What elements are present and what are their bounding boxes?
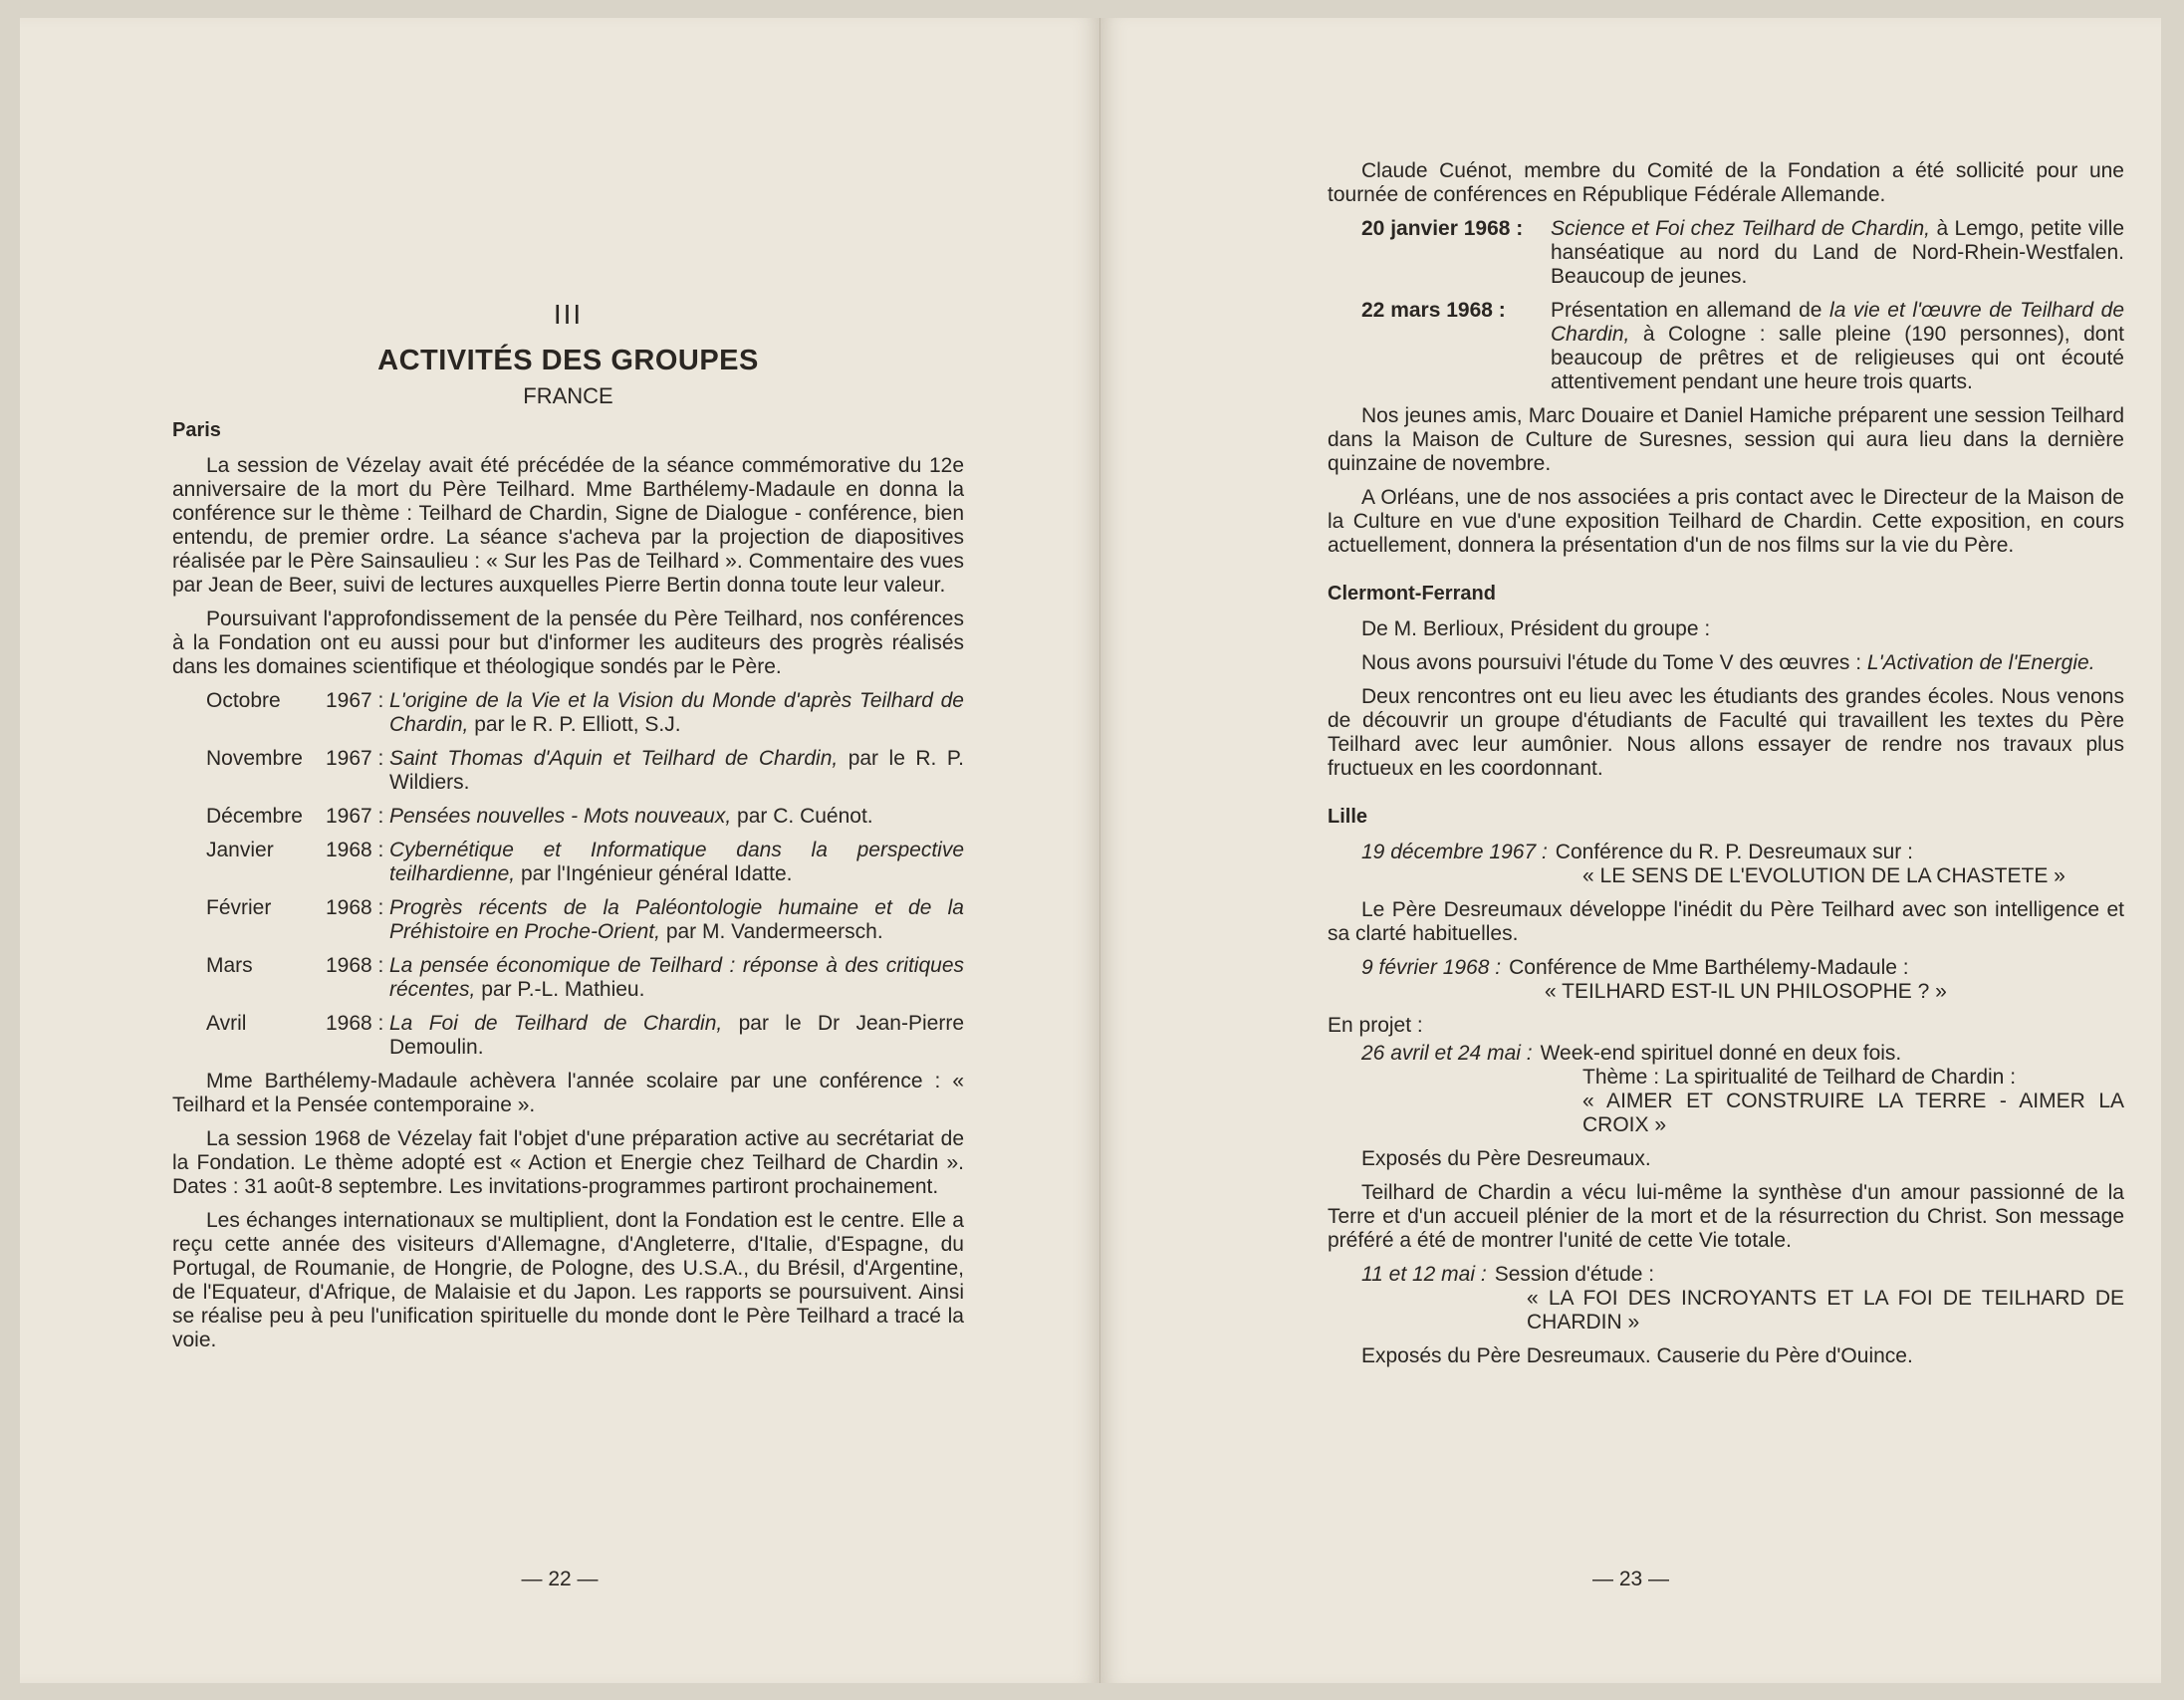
lecture-year: 1968 : [326,839,384,861]
lecture-year: 1967 : [326,689,384,712]
tour-date: 20 janvier 1968 : [1361,217,1524,240]
right-page [1100,18,2161,1683]
lecture-entry [172,689,964,737]
section-number: III [553,299,584,330]
lecture-month: Février [206,896,272,919]
page-number-left: — 22 — [521,1568,599,1590]
paragraph: La session 1968 de Vézelay fait l'objet d'une préparation active au secrétariat de la Fondation. Le thème adopté est « Action et Energie chez Teilhard de Chardin ». Dates : 31 août-8 septembre. Les invitations-programmes partiront prochainement. [172,1127,964,1198]
country-heading: FRANCE [523,383,613,408]
tour-date: 22 mars 1968 : [1361,299,1506,322]
lecture-text: Pensées nouvelles - Mots nouveaux, par C. Cuénot. [389,805,873,828]
lecture-year: 1968 : [326,896,384,919]
lille-event: 19 décembre 1967 : Conférence du R. P. Desreumaux sur : « LE SENS DE L'EVOLUTION DE LA CHASTETE » [1361,841,2065,887]
paragraph: Teilhard de Chardin a vécu lui-même la synthèse d'un amour passionné de la Terre et d'un accueil plénier de la mort et de la résurrection du Christ. Son message préféré a été de montrer l'unité de cette Vie totale. [1328,1181,2124,1252]
lille-event: 11 et 12 mai : Session d'étude : « LA FOI DES INCROYANTS ET LA FOI DE TEILHARD DE CHARDIN » [1361,1263,2124,1334]
lecture-year: 1968 : [326,954,384,977]
lecture-entry [172,839,964,886]
lecture-month: Novembre [206,747,303,770]
lecture-entry [172,1012,964,1060]
lecture-entry [172,896,964,944]
lecture-entry [172,805,964,829]
paragraph: De M. Berlioux, Président du groupe : [1361,617,1711,640]
paragraph: Les échanges internationaux se multiplient, dont la Fondation est le centre. Elle a reçu cette année des visiteurs d'Allemagne, d'Angleterre, d'Italie, d'Espagne, du Portugal, de Roumanie, de Hongrie, de Pologne, des U.S.A., du Brésil, d'Argentine, de l'Equateur, d'Afrique, de Malaisie et du Japon. Les rapports se poursuivent. Ainsi se réalise peu à peu l'unification spirituelle du monde dont le Père Teilhard a tracé la voie. [172,1209,964,1351]
lille-event: 26 avril et 24 mai : Week-end spirituel donné en deux fois. Thème : La spiritualité de Teilhard de Chardin : « AIMER ET CONSTRUIRE LA TERRE - AIMER LA CROIX » [1361,1042,2124,1136]
left-page [20,18,1100,1683]
lecture-month: Octobre [206,689,281,712]
paragraph: Exposés du Père Desreumaux. Causerie du Père d'Ouince. [1361,1344,1913,1367]
paragraph: Mme Barthélemy-Madaule achèvera l'année scolaire par une conférence : « Teilhard et la Pensée contemporaine ». [172,1070,964,1116]
paris-heading: Paris [172,419,221,441]
right-column [1328,159,2124,1378]
lecture-text: La pensée économique de Teilhard : réponse à des critiques récentes, par P.-L. Mathieu. [389,954,964,1001]
section-title: ACTIVITÉS DES GROUPES [377,345,759,376]
left-column [172,159,964,1362]
paragraph: Deux rencontres ont eu lieu avec les étudiants des grandes écoles. Nous venons de découvrir un groupe d'étudiants de Faculté qui travaillent les textes du Père Teilhard avec leur aumônier. Nous allons essayer de rendre nos travaux plus fructueux en les coordonnant. [1328,685,2124,780]
lecture-month: Décembre [206,805,303,828]
tour-entry [1328,217,2124,289]
en-projet: En projet : [1328,1014,1423,1037]
paragraph: Le Père Desreumaux développe l'inédit du Père Teilhard avec son intelligence et sa clarté habituelles. [1328,898,2124,945]
lille-heading: Lille [1328,806,1368,828]
paragraph: Poursuivant l'approfondissement de la pensée du Père Teilhard, nos conférences à la Fondation ont eu aussi pour but d'informer les auditeurs des progrès réalisés dans les domaines scientifique et théologique sondés par le Père. [172,607,964,678]
lecture-entry [172,954,964,1002]
lille-event: 9 février 1968 : Conférence de Mme Barthélemy-Madaule : « TEILHARD EST-IL UN PHILOSOPHE ? » [1361,956,1947,1003]
lecture-text: Progrès récents de la Paléontologie humaine et de la Préhistoire en Proche-Orient, par M. Vandermeersch. [389,896,964,943]
tour-text: Science et Foi chez Teilhard de Chardin, à Lemgo, petite ville hanséatique au nord du Land de Nord-Rhein-Westfalen. Beaucoup de jeunes. [1551,217,2124,288]
lecture-year: 1967 : [326,747,384,770]
lecture-year: 1967 : [326,805,384,828]
lecture-month: Mars [206,954,253,977]
lecture-month: Avril [206,1012,247,1035]
paragraph: A Orléans, une de nos associées a pris contact avec le Directeur de la Maison de la Culture en vue d'une exposition Teilhard de Chardin. Cette exposition, en cours actuellement, donnera la présentation d'un de nos films sur la vie du Père. [1328,486,2124,557]
lecture-text: Cybernétique et Informatique dans la perspective teilhardienne, par l'Ingénieur général Idatte. [389,839,964,885]
paragraph: La session de Vézelay avait été précédée de la séance commémorative du 12e anniversaire de la mort du Père Teilhard. Mme Barthélemy-Madaule en donna la conférence sur le thème : Teilhard de Chardin, Signe de Dialogue - conférence, bien entendu, de premier ordre. La séance s'acheva par la projection de diapositives réalisée par le Père Sainsaulieu : « Sur les Pas de Teilhard ». Commentaire des vues par Jean de Beer, suivi de lectures auxquelles Pierre Bertin donna toute leur valeur. [172,454,964,597]
lecture-text: L'origine de la Vie et la Vision du Monde d'après Teilhard de Chardin, par le R. P. Elliott, S.J. [389,689,964,736]
lecture-list [172,689,964,1060]
tour-entry [1328,299,2124,394]
booklet-spread [20,18,2161,1683]
lecture-text: Saint Thomas d'Aquin et Teilhard de Chardin, par le R. P. Wildiers. [389,747,964,794]
tour-text: Présentation en allemand de la vie et l'œuvre de Teilhard de Chardin, à Cologne : salle pleine (190 personnes), dont beaucoup de prêtres et de religieuses qui ont écouté attentivement pendant une heure trois quarts. [1551,299,2124,393]
clermont-heading: Clermont-Ferrand [1328,583,1496,605]
paragraph: Nos jeunes amis, Marc Douaire et Daniel Hamiche préparent une session Teilhard dans la Maison de Culture de Suresnes, session qui aura lieu dans la dernière quinzaine de novembre. [1328,404,2124,475]
lecture-month: Janvier [206,839,274,861]
lecture-text: La Foi de Teilhard de Chardin, par le Dr Jean-Pierre Demoulin. [389,1012,964,1059]
lecture-entry [172,747,964,795]
paragraph: Exposés du Père Desreumaux. [1361,1147,1651,1170]
paragraph: Claude Cuénot, membre du Comité de la Fondation a été sollicité pour une tournée de conférences en République Fédérale Allemande. [1328,159,2124,206]
paragraph: Nous avons poursuivi l'étude du Tome V des œuvres : L'Activation de l'Energie. [1361,651,2095,674]
lecture-year: 1968 : [326,1012,384,1035]
page-number-right: — 23 — [1591,1568,1670,1590]
